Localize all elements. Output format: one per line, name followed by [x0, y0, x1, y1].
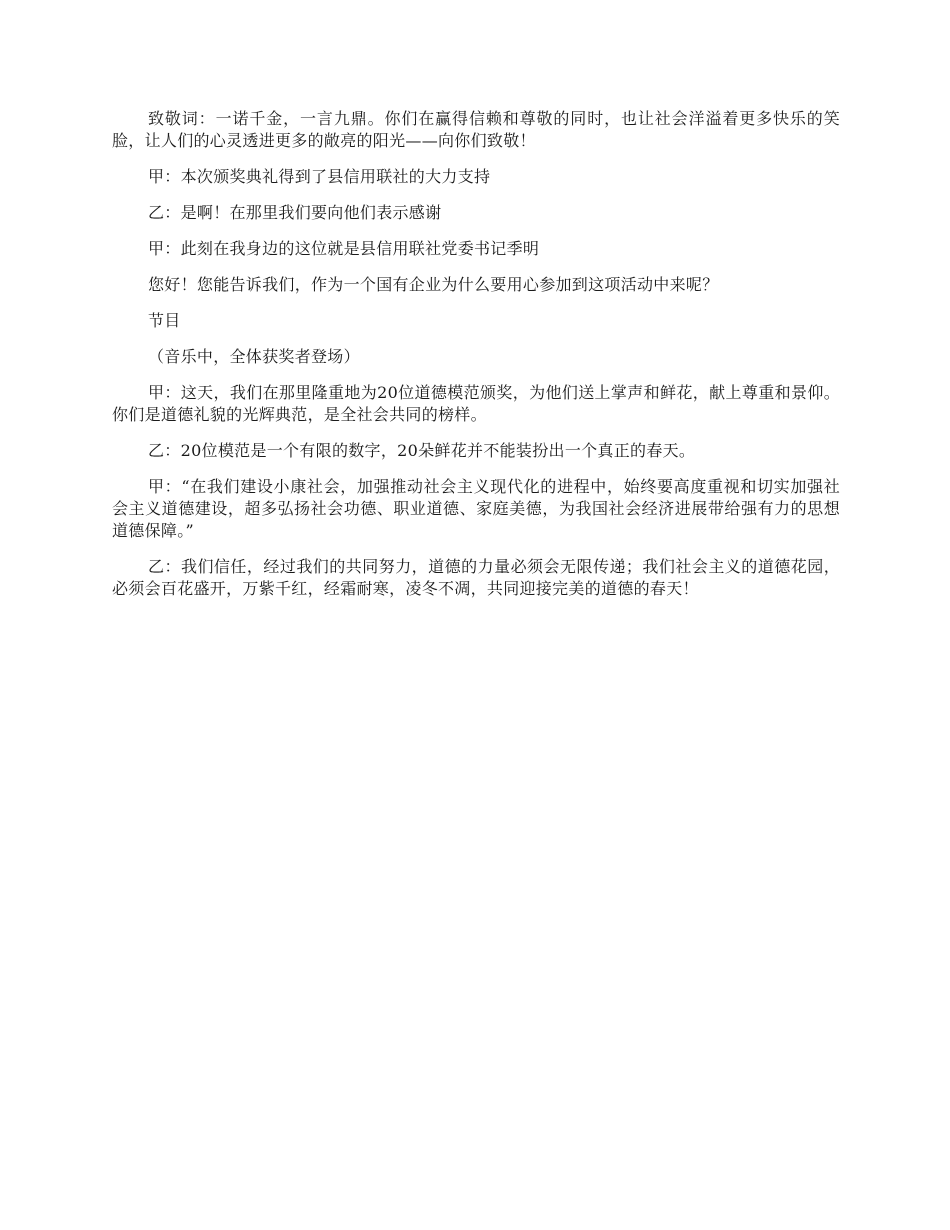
paragraph-stage-direction: （音乐中，全体获奖者登场） — [148, 347, 360, 366]
paragraph-host-a-support: 甲：本次颁奖典礼得到了县信用联社的大力支持 — [148, 167, 491, 186]
paragraph-program: 节目 — [148, 311, 181, 330]
document-body — [112, 108, 840, 614]
paragraph-host-a-introduction: 甲：此刻在我身边的这位就是县信用联社党委书记季明 — [148, 239, 540, 258]
paragraph-host-b-models: 乙：20位模范是一个有限的数字，20朵鲜花并不能装扮出一个真正的春天。 — [148, 441, 696, 460]
paragraph-host-b-closing: 乙：我们信任，经过我们的共同努力，道德的力量必须会无限传递；我们社会主义的道德花园，必须会百花盛开，万紫千红，经霜耐寒，凌冬不凋，共同迎接完美的道德的春天！ — [112, 557, 840, 598]
paragraph-question: 您好！您能告诉我们，作为一个国有企业为什么要用心参加到这项活动中来呢？ — [148, 275, 719, 294]
paragraph-host-a-quote: 甲：“在我们建设小康社会，加强推动社会主义现代化的进程中，始终要高度重视和切实加强社会主义道德建设，超多弘扬社会功德、职业道德、家庭美德，为我国社会经济进展带给强有力的思想道德保障。” — [112, 477, 840, 540]
paragraph-host-a-award: 甲：这天，我们在那里隆重地为20位道德模范颁奖，为他们送上掌声和鲜花，献上尊重和景仰。你们是道德礼貌的光辉典范，是全社会共同的榜样。 — [112, 383, 840, 424]
paragraph-host-b-thanks: 乙：是啊！在那里我们要向他们表示感谢 — [148, 203, 442, 222]
paragraph-tribute: 致敬词：一诺千金，一言九鼎。你们在赢得信赖和尊敬的同时，也让社会洋溢着更多快乐的笑脸，让人们的心灵透进更多的敞亮的阳光——向你们致敬！ — [112, 109, 840, 150]
